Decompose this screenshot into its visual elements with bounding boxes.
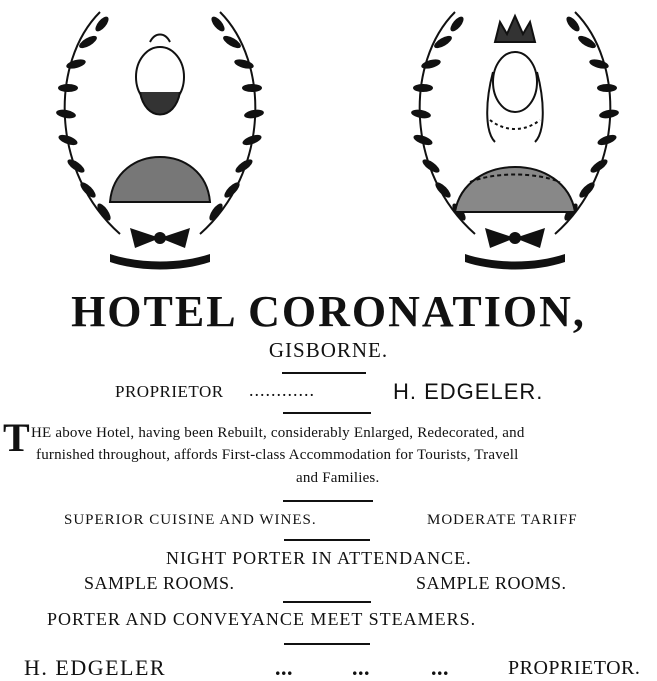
divider bbox=[282, 372, 366, 374]
footer-dots: ... bbox=[275, 655, 293, 680]
divider bbox=[284, 539, 370, 541]
night-porter-text: NIGHT PORTER IN ATTENDANCE. bbox=[166, 548, 472, 568]
ribbon-bow-icon bbox=[465, 228, 565, 270]
footer-dots: ... bbox=[352, 655, 370, 680]
description-line-3: and Families. bbox=[296, 470, 380, 486]
divider bbox=[283, 412, 371, 414]
porter-conveyance-text: PORTER AND CONVEYANCE MEET STEAMERS. bbox=[47, 609, 477, 629]
proprietor-name: H. EDGELER. bbox=[393, 379, 544, 404]
divider bbox=[284, 643, 370, 645]
hotel-title: HOTEL CORONATION, bbox=[71, 287, 586, 336]
king-portrait-wreath bbox=[40, 2, 280, 274]
proprietor-label: PROPRIETOR bbox=[115, 382, 224, 401]
divider bbox=[283, 500, 373, 502]
hotel-location: GISBORNE. bbox=[268, 338, 389, 362]
description-line-1: HE above Hotel, having been Rebuilt, considerably Enlarged, Redecorated, and bbox=[31, 425, 525, 441]
footer-dots: ... bbox=[431, 655, 449, 680]
proprietor-dots: ............ bbox=[249, 380, 315, 400]
description-line-2: furnished throughout, affords First-class Accommodation for Tourists, Travell bbox=[36, 447, 519, 463]
cuisine-text: SUPERIOR CUISINE AND WINES. bbox=[64, 512, 317, 528]
ribbon-bow-icon bbox=[110, 228, 210, 270]
king-figure-icon bbox=[110, 35, 210, 203]
queen-portrait-wreath bbox=[395, 2, 635, 274]
sample-rooms-right: SAMPLE ROOMS. bbox=[416, 573, 567, 593]
tariff-text: MODERATE TARIFF bbox=[427, 512, 578, 528]
footer-proprietor-title: PROPRIETOR. bbox=[508, 657, 641, 679]
queen-figure-icon bbox=[455, 16, 575, 212]
drop-cap: T bbox=[3, 415, 30, 460]
divider bbox=[283, 601, 371, 603]
footer-proprietor-name: H. EDGELER bbox=[24, 655, 167, 680]
sample-rooms-left: SAMPLE ROOMS. bbox=[84, 573, 235, 593]
